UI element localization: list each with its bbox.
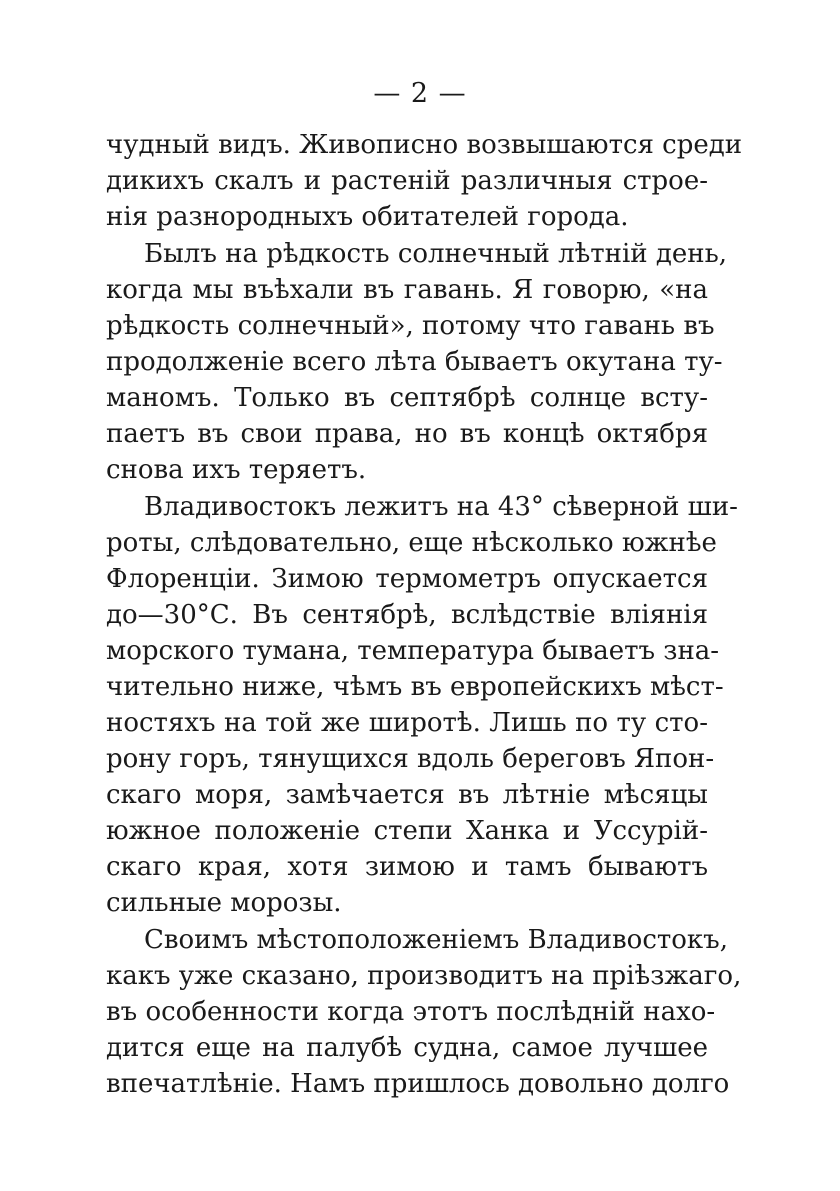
text-line: Флоренціи. Зимою термометръ опускается [106, 564, 708, 594]
text-line: скаго края, хотя зимою и тамъ бываютъ [106, 852, 708, 882]
text-line: дикихъ скалъ и растеній различныя строе- [106, 166, 708, 196]
page-number: — 2 — [373, 78, 467, 109]
text-line: маномъ. Только въ септябрѣ солнце всту- [106, 383, 708, 413]
text-line: чительно ниже, чѣмъ въ европейскихъ мѣст- [106, 672, 724, 702]
text-line: въ особенности когда этотъ послѣдній нахо- [106, 997, 716, 1027]
paragraph [106, 489, 738, 921]
text-line: Владивостокъ лежитъ на 43° сѣверной ши- [144, 492, 738, 522]
text-line: сильные морозы. [106, 888, 342, 918]
text-line: до—30°С. Въ сентябрѣ, вслѣдствіе вліянія [106, 600, 708, 630]
text-line: продолженіе всего лѣта бываетъ окутана ту- [106, 347, 723, 377]
text-line: когда мы въѣхали въ гавань. Я говорю, «на [106, 275, 708, 305]
text-line: дится еще на палубѣ судна, самое лучшее [106, 1033, 708, 1063]
text-line: ностяхъ на той же широтѣ. Лишь по ту сто- [106, 708, 708, 738]
body-text [106, 127, 743, 1102]
paragraph [106, 236, 728, 488]
text-line: Своимъ мѣстоположеніемъ Владивостокъ, [144, 925, 728, 955]
text-line: впечатлѣніе. Намъ пришлось довольно долго [106, 1069, 730, 1099]
paragraph [106, 922, 742, 1102]
text-line: рону горъ, тянущихся вдоль береговъ Япон- [106, 744, 715, 774]
paragraph [106, 127, 743, 235]
text-line: паетъ въ свои права, но въ концѣ октября [106, 419, 708, 449]
text-line: рѣдкость солнечный», потому что гавань въ [106, 311, 715, 341]
text-line: нія разнородныхъ обитателей города. [106, 202, 629, 232]
text-line: чудный видъ. Живописно возвышаются среди [106, 130, 743, 160]
text-line: снова ихъ теряетъ. [106, 455, 367, 485]
text-line: какъ уже сказано, производитъ на пріѣзжаго, [106, 961, 742, 991]
text-line: скаго моря, замѣчается въ лѣтніе мѣсяцы [106, 780, 708, 810]
text-line: Былъ на рѣдкость солнечный лѣтній день, [144, 239, 728, 269]
text-line: южное положеніе степи Ханка и Уссурій- [106, 816, 708, 846]
text-line: морского тумана, температура бываетъ зна- [106, 636, 720, 666]
text-line: роты, слѣдовательно, еще нѣсколько южнѣе [106, 528, 717, 558]
